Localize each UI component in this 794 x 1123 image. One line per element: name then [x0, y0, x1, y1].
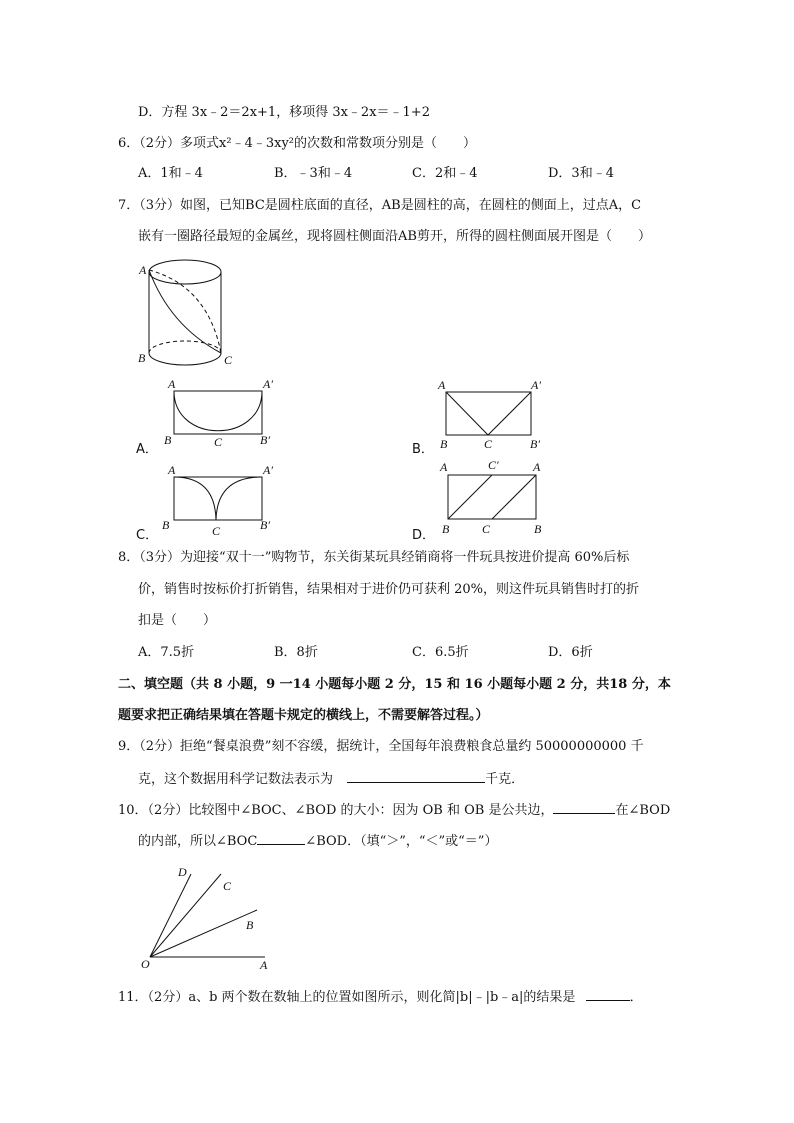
q7-c-label-tl: A — [168, 463, 176, 477]
angle-label-o: O — [141, 957, 150, 971]
q10-line2 — [138, 831, 497, 851]
q6-stem: 6．（2分）多项式x²﹣4﹣3xy²的次数和常数项分别是（ ） — [118, 136, 477, 151]
cylinder-top-ellipse — [149, 260, 221, 284]
ray-oc — [150, 874, 221, 957]
q7-d-rect — [448, 475, 536, 519]
q7-b-line-right — [488, 392, 531, 435]
q10-line2-tail: ∠BOD．（填“＞”，“＜”或“＝”） — [305, 834, 498, 849]
q7-option-b-figure — [410, 376, 570, 458]
q10-line1 — [118, 800, 670, 820]
cylinder-label-b: B — [138, 351, 146, 365]
q11-line — [118, 987, 643, 1007]
q7-option-b-letter: B． — [412, 442, 434, 457]
q8-option-a: A．7.5折 — [138, 645, 195, 660]
q7-d-label-tm: C′ — [488, 458, 499, 472]
angle-label-d: D — [178, 865, 187, 879]
cylinder-wire-back — [149, 270, 221, 353]
q7-c-curve-left — [174, 477, 216, 520]
q7-a-rect — [174, 391, 262, 434]
cylinder-wire-front — [149, 270, 221, 353]
q7-cylinder-figure — [130, 256, 240, 374]
q7-a-label-tr: A′ — [263, 377, 273, 391]
q7-option-a-figure — [130, 376, 290, 458]
angle-label-c: C — [223, 879, 232, 893]
q7-c-label-bl: B — [162, 518, 170, 532]
q6-option-a: A．1和﹣4 — [138, 166, 203, 181]
ray-ob — [150, 910, 257, 957]
angle-label-a: A — [260, 958, 268, 972]
q7-option-a-letter: A． — [136, 442, 158, 457]
q7-c-curve-right — [216, 477, 262, 520]
q10-line2-text: 的内部，所以∠BOC — [138, 834, 258, 849]
q7-d-label-bm: C — [482, 522, 491, 536]
q6-option-b: B．﹣3和﹣4 — [274, 166, 353, 181]
q11-answer-blank[interactable] — [586, 987, 630, 1001]
q8-option-c: C．6.5折 — [412, 645, 469, 660]
q10-blank-2[interactable] — [257, 831, 305, 845]
q7-option-c-letter: C． — [136, 528, 159, 543]
q7-b-label-bm: C — [484, 437, 493, 451]
q8-line2: 价，销售时按标价打折销售，结果相对于进价仍可获利 20%，则这件玩具销售时打的折 — [138, 582, 640, 597]
q7-stem-line1: 7．（3分）如图，已知BC是圆柱底面的直径，AB是圆柱的高，在圆柱的侧面上，过点A，C — [118, 198, 642, 213]
q7-b-label-bl: B — [440, 437, 448, 451]
q7-d-line-right — [492, 475, 536, 519]
q9-line2-text: 克，这个数据用科学记数法表示为 — [138, 772, 334, 787]
q6-option-c: C．2和﹣4 — [412, 166, 478, 181]
q10-angle-figure — [136, 862, 286, 974]
q11-text: 11．（2分）a、b 两个数在数轴上的位置如图所示，则化简|b|﹣|b﹣a|的结果是 — [118, 990, 576, 1005]
q7-c-label-br: B′ — [260, 518, 270, 532]
q10-line1-tail: 在∠BOD — [615, 803, 671, 818]
q7-option-c-figure — [130, 460, 290, 544]
q7-b-label-tr: A′ — [531, 378, 541, 392]
q7-a-curve — [174, 391, 262, 431]
q7-a-label-bl: B — [164, 433, 172, 447]
q10-blank-1[interactable] — [553, 800, 615, 814]
section2-header-line1: 二、填空题（共 8 小题，9 一14 小题每小题 2 分，15 和 16 小题每小题 2 分，共18 分，本 — [118, 677, 671, 692]
q7-a-label-tl: A — [168, 377, 176, 391]
q7-option-d-figure — [410, 456, 570, 544]
q7-b-line-left — [446, 392, 488, 435]
angle-label-b: B — [246, 918, 254, 932]
q7-c-label-bm: C — [212, 524, 221, 538]
q7-d-label-bl: B — [442, 522, 450, 536]
q7-d-line-left — [448, 475, 492, 519]
q7-stem-line2: 嵌有一圈路径最短的金属丝，现将圆柱侧面沿AB剪开，所得的圆柱侧面展开图是（ ） — [138, 229, 651, 244]
q9-line1: 9．（2分）拒绝“餐桌浪费”刻不容缓，据统计，全国每年浪费粮食总量约 50000000000 千 — [118, 739, 644, 754]
q7-d-label-tl: A — [440, 460, 448, 474]
q8-option-d: D．6折 — [548, 645, 593, 660]
q7-b-rect — [446, 392, 531, 435]
q8-line1: 8．（3分）为迎接“双十一”购物节，东关街某玩具经销商将一件玩具按进价提高 60%后标 — [118, 550, 630, 565]
q11-period: ． — [629, 990, 643, 1005]
cylinder-label-a: A — [139, 263, 147, 277]
q7-d-label-br: B — [534, 522, 542, 536]
cylinder-label-c: C — [224, 353, 233, 367]
q7-b-label-br: B′ — [530, 437, 540, 451]
q7-option-d-letter: D． — [412, 528, 436, 543]
q9-line2-unit: 千克． — [485, 772, 525, 787]
q9-answer-blank[interactable] — [347, 769, 485, 783]
q9-line2 — [138, 769, 524, 789]
q8-option-b: B．8折 — [274, 645, 318, 660]
q10-line1-text: 10．（2分）比较图中∠BOC、∠BOD 的大小：因为 OB 和 OB 是公共边， — [118, 803, 554, 818]
q7-a-label-br: B′ — [260, 433, 270, 447]
q7-d-label-tr: A — [533, 460, 541, 474]
q7-c-rect — [174, 477, 262, 520]
section2-header-line2: 题要求把正确结果填在答题卡规定的横线上，不需要解答过程。） — [118, 708, 489, 723]
q7-b-label-tl: A — [438, 378, 446, 392]
q8-line3: 扣是（ ） — [138, 613, 217, 628]
q5-option-d: D．方程 3x﹣2＝2x+1，移项得 3x﹣2x＝﹣1+2 — [138, 105, 430, 120]
cylinder-bottom-front — [149, 353, 221, 365]
q7-c-label-tr: A′ — [263, 463, 273, 477]
q7-a-label-bm: C — [214, 435, 223, 449]
q6-option-d: D．3和﹣4 — [548, 166, 614, 181]
